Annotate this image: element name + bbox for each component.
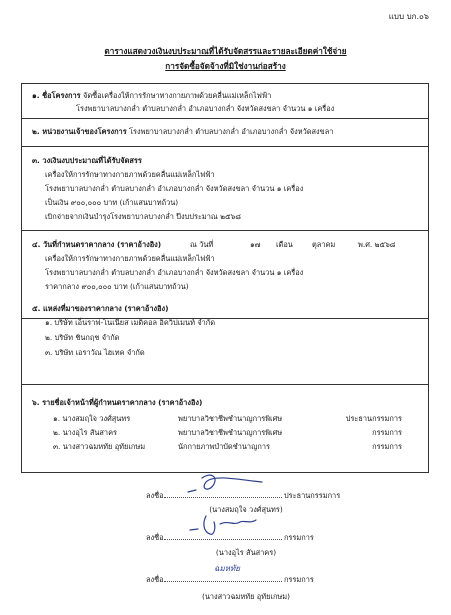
section-project-name xyxy=(32,91,271,101)
document-title: ตารางแสดงวงเงินงบประมาณที่ได้รับจัดสรรและรายละเอียดค่าใช้จ่าย xyxy=(104,46,347,56)
reference-location: โรงพยาบาลบางกล่ำ ตำบลบางกล่ำ อำเภอบางกล่ำ จังหวัดสงขลา จำนวน ๑ เครื่อง xyxy=(45,268,304,277)
committee-member-role: กรรมการ xyxy=(372,442,402,451)
handwritten-signature-2 xyxy=(180,510,270,540)
committee-member-name: ๑. นางสมฤใจ วงศ์สุนทร xyxy=(53,414,131,423)
signatory-name: (นางสาวฉมหทัย อุทัยเกษม) xyxy=(201,592,291,601)
committee-member-position: นักกายภาพบำบัดชำนาญการ xyxy=(178,442,270,451)
signature-line-3 xyxy=(146,573,314,586)
section-label: ๑. ชื่อโครงการ xyxy=(32,91,81,100)
signature-prefix: ลงชื่อ xyxy=(146,533,164,542)
month-label: เดือน xyxy=(276,240,293,249)
committee-member-name: ๒. นางอุไร สันสาคร xyxy=(53,428,117,437)
section-committee: ๖. รายชื่อเจ้าหน้าที่ผู้กำหนดราคากลาง (ราคาอ้างอิง) xyxy=(32,398,203,407)
row-divider xyxy=(21,384,429,385)
date-prefix: ณ วันที่ xyxy=(190,240,214,249)
date-month: ตุลาคม xyxy=(312,240,336,249)
handwritten-signature-3: ฉมหทัย xyxy=(214,564,240,573)
budget-location: โรงพยาบาลบางกล่ำ ตำบลบางกล่ำ อำเภอบางกล่ำ จังหวัดสงขลา จำนวน ๑ เครื่อง xyxy=(45,184,304,193)
project-name: จัดซื้อเครื่องให้การรักษาทางกายภาพด้วยคลื่นแม่เหล็กไฟฟ้า xyxy=(82,91,272,100)
date-year: พ.ศ. ๒๕๖๘ xyxy=(358,240,396,249)
source-item: ๒. บริษัท ชินกฤช จำกัด xyxy=(45,333,120,342)
signature-prefix: ลงชื่อ xyxy=(146,575,164,584)
budget-item: เครื่องให้การรักษาทางกายภาพด้วยคลื่นแม่เหล็กไฟฟ้า xyxy=(45,170,215,179)
committee-member-position: พยาบาลวิชาชีพชำนาญการพิเศษ xyxy=(178,414,283,423)
signature-role: กรรมการ xyxy=(283,533,314,542)
section-price-sources: ๕. แหล่งที่มาของราคากลาง (ราคาอ้างอิง) xyxy=(32,304,169,313)
committee-member-role: ประธานกรรมการ xyxy=(345,414,402,423)
committee-member-position: พยาบาลวิชาชีพชำนาญการพิเศษ xyxy=(178,428,283,437)
owner-agency: โรงพยาบาลบางกล่ำ ตำบลบางกล่ำ อำเภอบางกล่ำ จังหวัดสงขลา xyxy=(129,127,334,136)
section-budget: ๓. วงเงินงบประมาณที่ได้รับจัดสรร xyxy=(32,156,142,165)
signature-role: ประธานกรรมการ xyxy=(283,491,341,500)
signature-dotted-line xyxy=(164,573,282,582)
section-label: ๒. หน่วยงานเจ้าของโครงการ xyxy=(32,127,127,136)
row-divider xyxy=(21,118,429,119)
reference-item: เครื่องให้การรักษาทางกายภาพด้วยคลื่นแม่เหล็กไฟฟ้า xyxy=(45,254,215,263)
budget-amount: เป็นเงิน ๙๐๐,๐๐๐ บาท (เก้าแสนบาทถ้วน) xyxy=(45,198,179,207)
row-divider xyxy=(21,146,429,147)
committee-member-role: กรรมการ xyxy=(372,428,402,437)
signature-role: กรรมการ xyxy=(283,575,314,584)
project-location: โรงพยาบาลบางกล่ำ ตำบลบางกล่ำ อำเภอบางกล่ำ จังหวัดสงขลา จำนวน ๑ เครื่อง xyxy=(76,104,335,113)
document-subtitle: การจัดซื้อจัดจ้างที่มิใช่งานก่อสร้าง xyxy=(165,61,286,71)
signature-prefix: ลงชื่อ xyxy=(146,491,164,500)
handwritten-signature-1 xyxy=(180,470,270,498)
form-code: แบบ บก.๐๖ xyxy=(388,12,429,21)
signatory-name: (นางสมฤใจ วงศ์สุนทร) xyxy=(209,505,283,514)
source-item: ๑. บริษัท เอ็นราฟ-โนเนียส เมดิคอล อิควิปเมนท์ จำกัด xyxy=(45,318,216,327)
signatory-name: (นางอุไร สันสาคร) xyxy=(215,548,277,557)
section-owner-agency xyxy=(32,127,333,137)
row-divider xyxy=(21,230,429,231)
committee-member-name: ๓. นางสาวฉมหทัย อุทัยเกษม xyxy=(53,442,146,451)
source-item: ๓. บริษัท เอราวัณ ไฮเทค จำกัด xyxy=(45,348,145,357)
section-reference-date: ๔. วันที่กำหนดราคากลาง (ราคาอ้างอิง) xyxy=(32,240,162,249)
budget-source: เบิกจ่ายจากเงินบำรุงโรงพยาบาลบางกล่ำ ปีงบประมาณ ๒๕๖๘ xyxy=(45,212,241,221)
reference-price: ราคากลาง ๙๐๐,๐๐๐ บาท (เก้าแสนบาทถ้วน) xyxy=(45,282,189,291)
date-day: ๑๗ xyxy=(250,240,261,249)
